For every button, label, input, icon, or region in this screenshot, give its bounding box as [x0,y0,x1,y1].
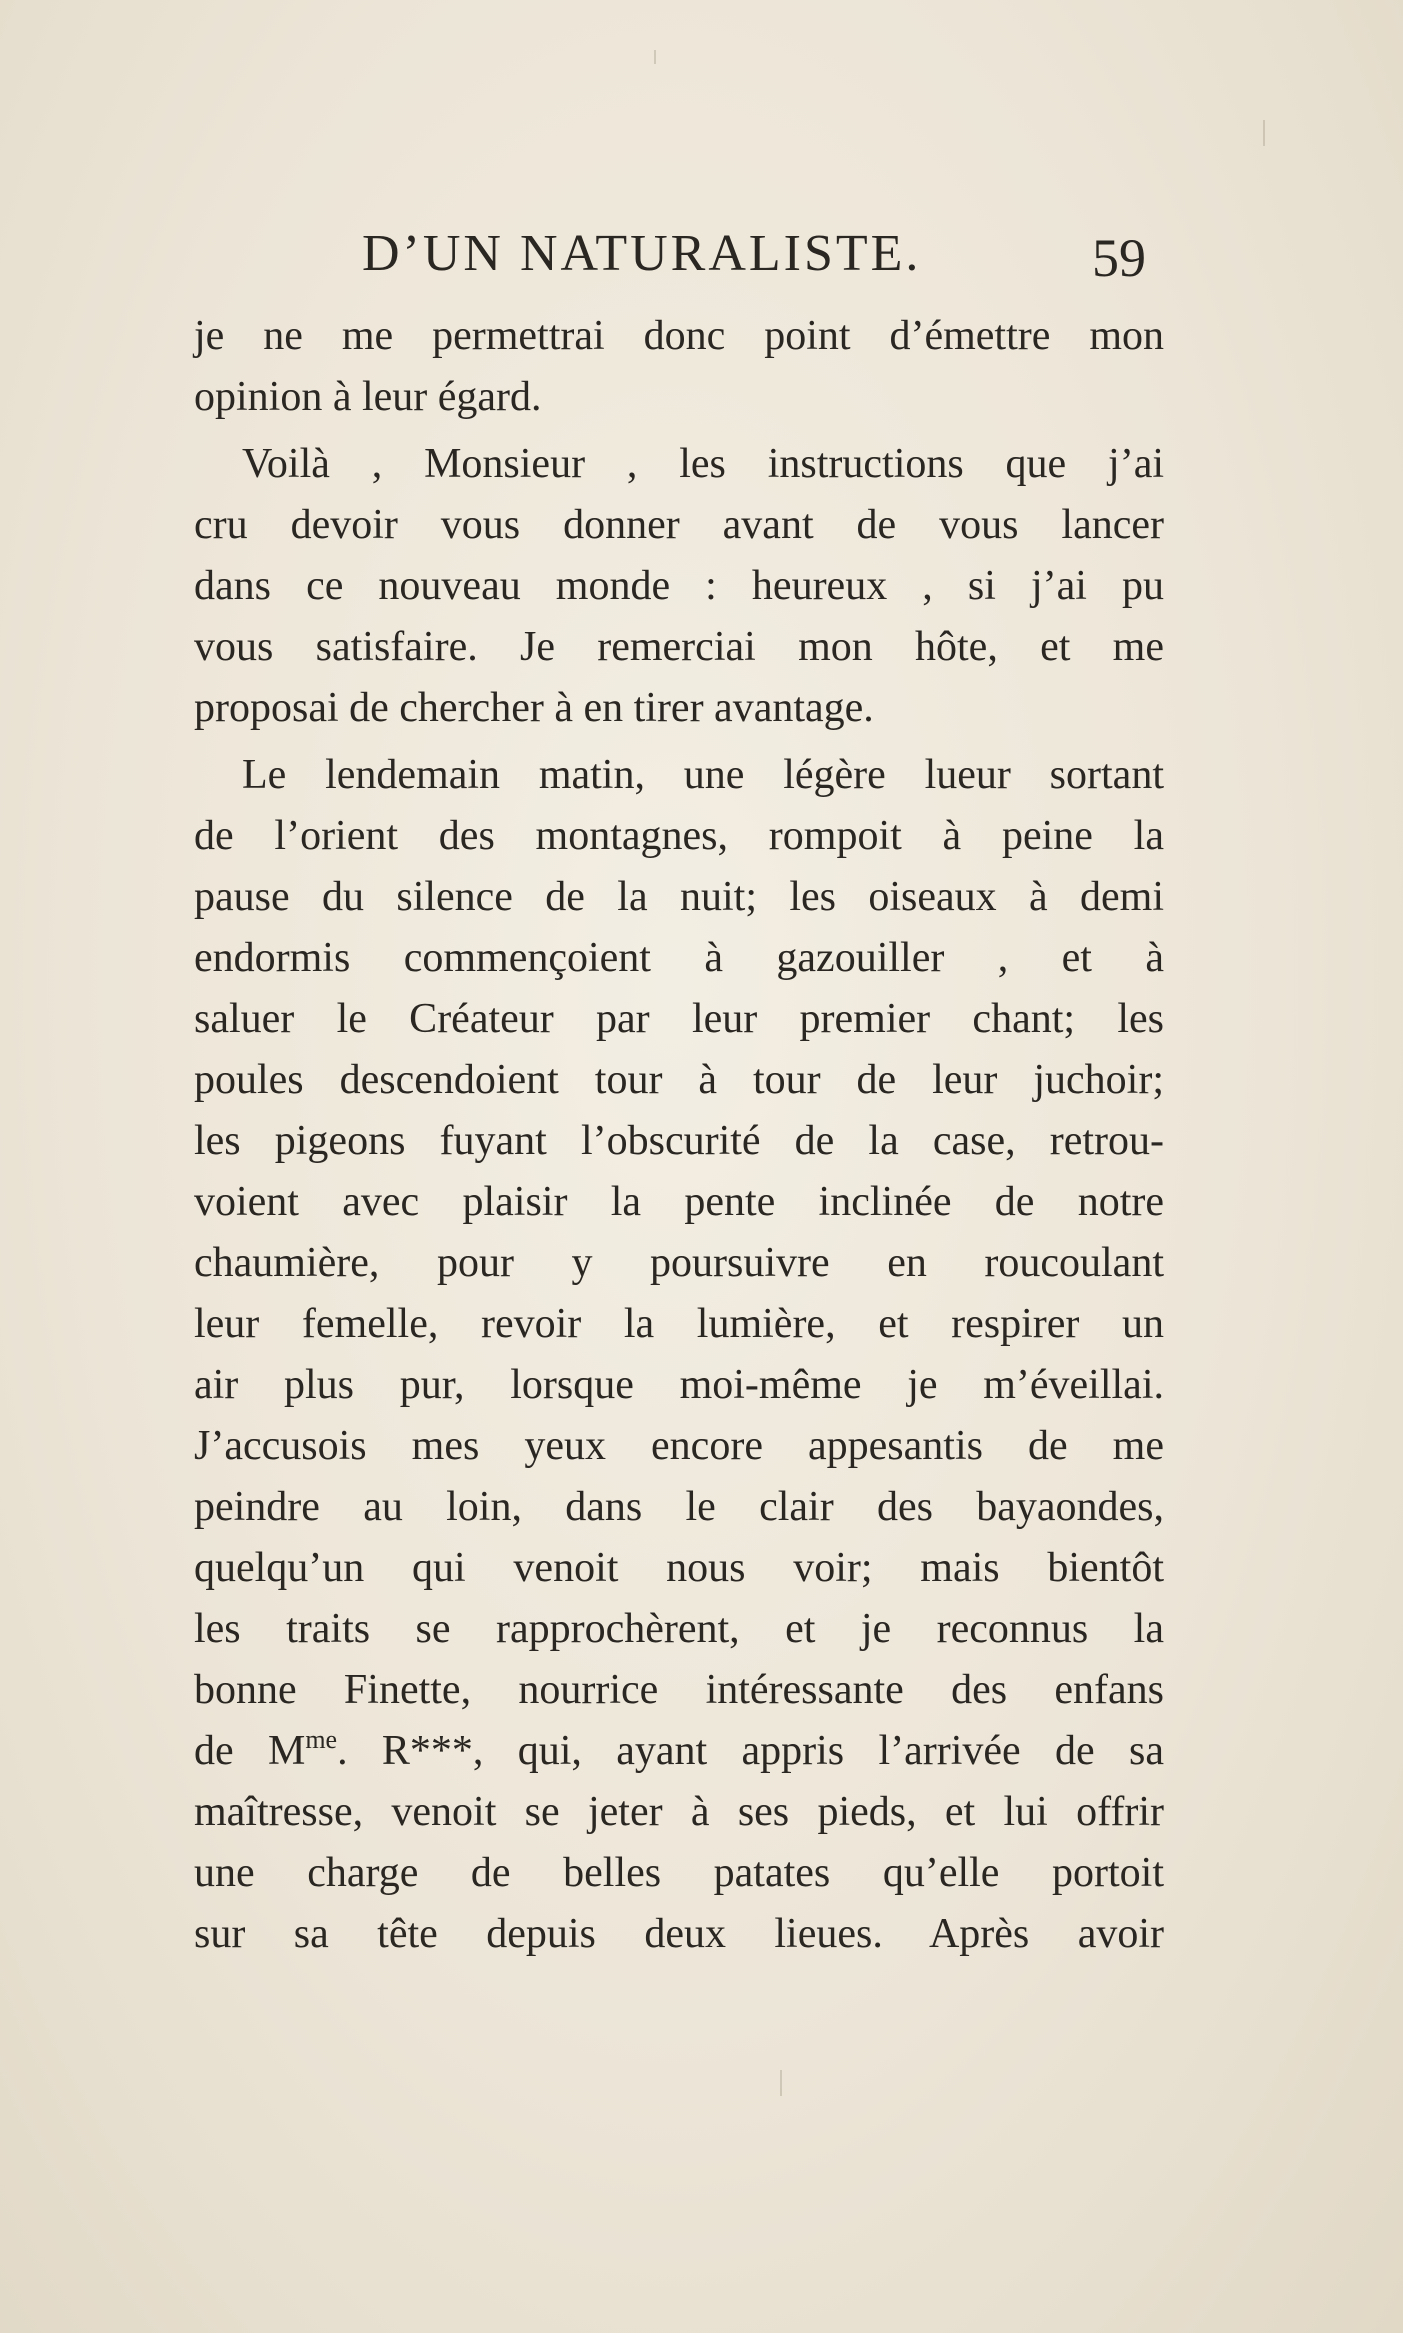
body-text [194,306,1164,1971]
text-line: Voilà , Monsieur , les instructions que j’ai [242,441,1164,487]
text-line: air plus pur, lorsque moi-même je m’éveillai. [194,1362,1164,1408]
text-line: cru devoir vous donner avant de vous lancer [194,502,1164,548]
page-edge-mark [654,50,656,64]
mme-after: . R***, qui, ayant appris l’arrivée de sa [337,1728,1164,1774]
text-line: proposai de chercher à en tirer avantage. [194,685,874,731]
text-line: une charge de belles patates qu’elle portoit [194,1850,1164,1896]
page-number: 59 [1092,228,1146,288]
text-line: je ne me permettrai donc point d’émettre mon [194,313,1164,359]
text-line: opinion à leur égard. [194,374,542,420]
text-line: leur femelle, revoir la lumière, et respirer un [194,1301,1164,1347]
text-line: maîtresse, venoit se jeter à ses pieds, et lui offrir [194,1789,1164,1835]
text-line: de l’orient des montagnes, rompoit à peine la [194,813,1164,859]
text-line: Le lendemain matin, une légère lueur sortant [242,752,1164,798]
paragraph-3 [194,745,1164,1965]
text-line: J’accusois mes yeux encore appesantis de me [194,1423,1164,1469]
paragraph-2 [194,434,1164,739]
text-line: les pigeons fuyant l’obscurité de la case, retrou- [194,1118,1164,1164]
running-title: D’UN NATURALISTE. [362,225,922,282]
page-edge-mark [1263,120,1265,146]
text-line: dans ce nouveau monde : heureux , si j’ai pu [194,563,1164,609]
text-line: chaumière, pour y poursuivre en roucoulant [194,1240,1164,1286]
page-edge-mark [780,2070,782,2096]
paragraph-1 [194,306,1164,428]
text-line-mme [194,1721,1164,1782]
text-line: saluer le Créateur par leur premier chant; les [194,996,1164,1042]
mme-superscript: me [305,1725,338,1754]
mme-before: de M [194,1728,306,1774]
text-line: sur sa tête depuis deux lieues. Après avoir [194,1911,1164,1957]
text-line: pause du silence de la nuit; les oiseaux à demi [194,874,1164,920]
text-line: bonne Finette, nourrice intéressante des enfans [194,1667,1164,1713]
text-line: les traits se rapprochèrent, et je reconnus la [194,1606,1164,1652]
text-line: peindre au loin, dans le clair des bayaondes, [194,1484,1164,1530]
text-line: quelqu’un qui venoit nous voir; mais bientôt [194,1545,1164,1591]
text-line: voient avec plaisir la pente inclinée de notre [194,1179,1164,1225]
text-line: endormis commençoient à gazouiller , et à [194,935,1164,981]
text-line: vous satisfaire. Je remerciai mon hôte, et me [194,624,1164,670]
text-line: poules descendoient tour à tour de leur juchoir; [194,1057,1164,1103]
